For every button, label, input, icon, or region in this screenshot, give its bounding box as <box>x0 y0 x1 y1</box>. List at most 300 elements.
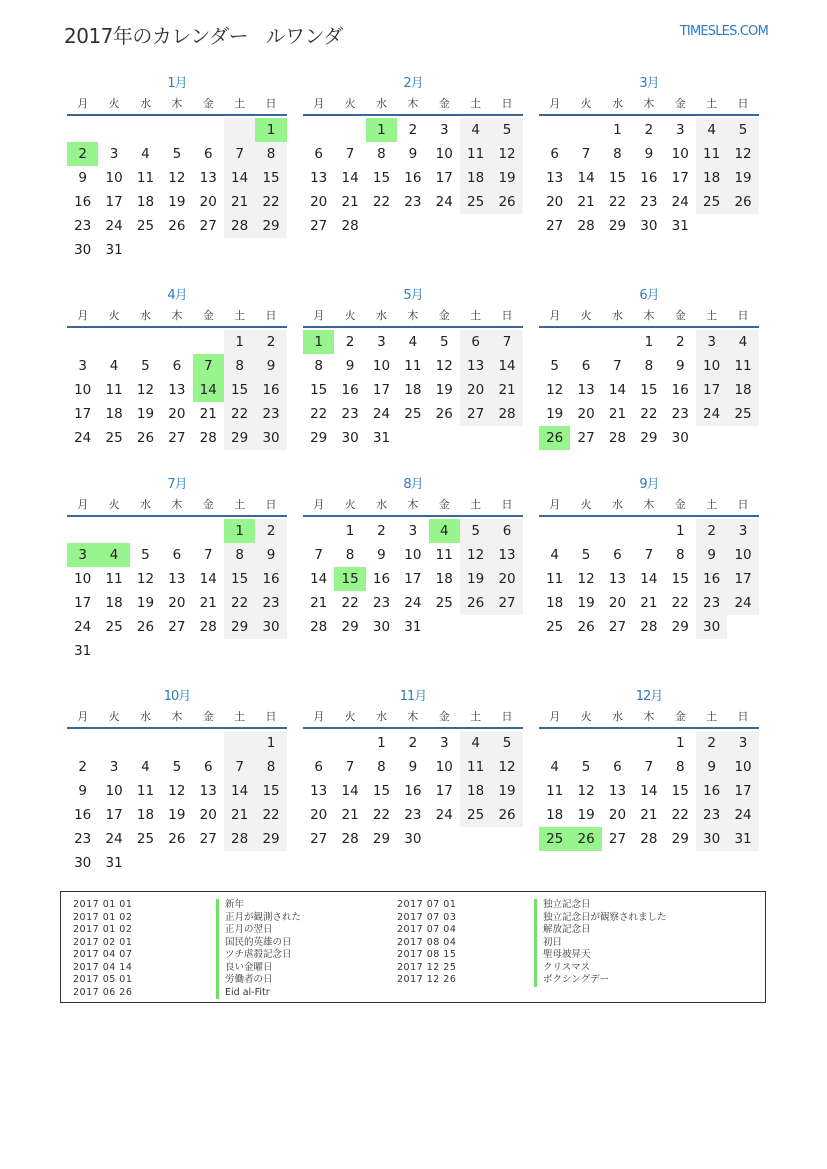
day-cell: 15 <box>372 783 391 799</box>
day-grid <box>303 116 523 238</box>
day-cell: 25 <box>136 831 155 847</box>
holiday-date: 2017 07 04 <box>397 924 457 935</box>
day-cell: 13 <box>460 354 491 378</box>
weekday-label: 水 <box>611 710 623 723</box>
weekday-header <box>303 707 523 729</box>
day-cell: 2 <box>644 122 654 138</box>
day-cell: 21 <box>341 194 359 210</box>
day-cell: 10 <box>372 358 391 374</box>
day-cell: 6 <box>172 547 182 563</box>
holiday-name: Eid al-Fitr <box>216 987 301 1000</box>
day-cell: 25 <box>404 406 422 422</box>
day-cell: 22 <box>341 595 359 611</box>
day-cell: 8 <box>613 146 622 162</box>
day-cell: 5 <box>581 759 591 775</box>
day-cell: 27 <box>608 831 627 847</box>
day-cell: 11 <box>460 755 491 779</box>
day-cell: 8 <box>255 142 286 166</box>
empty-day-cell <box>130 118 161 142</box>
day-cell: 27 <box>460 402 491 426</box>
day-grid <box>303 729 523 851</box>
day-cell: 21 <box>310 595 328 611</box>
day-cell: 3 <box>109 146 119 162</box>
day-cell: 31 <box>404 619 422 635</box>
day-cell: 12 <box>168 783 186 799</box>
day-cell: 31 <box>105 242 123 258</box>
day-cell: 4 <box>550 547 559 563</box>
holiday-name: 初日 <box>534 937 667 950</box>
day-cell: 16 <box>341 382 359 398</box>
month-1 <box>67 74 287 262</box>
weekday-label: 火 <box>344 97 356 110</box>
day-cell: 23 <box>255 402 286 426</box>
weekday-label: 月 <box>549 309 561 322</box>
day-cell: 8 <box>644 358 654 374</box>
day-cell: 27 <box>199 831 217 847</box>
day-cell: 29 <box>255 214 286 238</box>
holiday-date: 2017 07 03 <box>397 911 457 923</box>
day-cell: 7 <box>345 146 355 162</box>
day-cell: 11 <box>136 783 155 799</box>
day-cell: 7 <box>491 330 522 354</box>
weekday-label: 土 <box>234 710 246 723</box>
day-grid <box>539 517 759 639</box>
month-name: 10月 <box>163 689 191 704</box>
day-cell: 8 <box>675 547 685 563</box>
day-cell: 17 <box>696 378 727 402</box>
empty-day-cell <box>633 731 664 755</box>
day-cell: 7 <box>581 146 591 162</box>
empty-day-cell <box>539 519 570 543</box>
day-cell: 7 <box>203 547 213 563</box>
empty-day-cell <box>161 731 192 755</box>
day-cell: 2 <box>408 735 418 751</box>
holiday-day-cell: 26 <box>539 426 570 450</box>
day-cell: 2 <box>675 334 685 350</box>
day-cell: 9 <box>78 170 87 186</box>
day-cell: 17 <box>105 194 123 210</box>
holiday-day-cell: 26 <box>570 827 601 851</box>
month-name: 1月 <box>167 76 187 91</box>
day-cell: 15 <box>608 170 627 186</box>
day-cell: 21 <box>608 406 627 422</box>
day-cell: 20 <box>310 194 328 210</box>
weekday-label: 土 <box>234 309 246 322</box>
day-cell: 30 <box>255 426 286 450</box>
day-cell: 3 <box>439 735 449 751</box>
holiday-names-left <box>216 899 301 999</box>
day-cell: 19 <box>136 406 155 422</box>
holiday-dates-left <box>73 899 132 999</box>
empty-day-cell <box>224 118 255 142</box>
day-cell: 23 <box>372 595 391 611</box>
day-cell: 5 <box>460 519 491 543</box>
weekday-header <box>67 495 287 517</box>
holiday-name: 国民的英雄の日 <box>216 937 301 950</box>
day-cell: 28 <box>491 402 522 426</box>
weekday-label: 日 <box>501 710 513 723</box>
day-cell: 16 <box>74 807 92 823</box>
holiday-name: ツチ虐殺記念日 <box>216 949 301 962</box>
day-cell: 15 <box>671 571 689 587</box>
weekday-label: 金 <box>674 97 686 110</box>
empty-day-cell <box>539 118 570 142</box>
day-cell: 20 <box>460 378 491 402</box>
weekday-label: 金 <box>438 710 450 723</box>
day-cell: 30 <box>696 827 727 851</box>
day-cell: 20 <box>546 194 564 210</box>
day-cell: 24 <box>435 194 453 210</box>
day-cell: 7 <box>224 142 255 166</box>
empty-day-cell <box>224 731 255 755</box>
day-cell: 23 <box>696 591 727 615</box>
day-cell: 4 <box>408 334 418 350</box>
holiday-name: 解放記念日 <box>534 924 667 937</box>
day-cell: 29 <box>341 619 359 635</box>
weekday-header <box>303 495 523 517</box>
weekday-label: 水 <box>611 498 623 511</box>
day-cell: 19 <box>491 779 522 803</box>
weekday-header <box>67 94 287 116</box>
day-cell: 22 <box>255 190 286 214</box>
weekday-label: 火 <box>108 97 120 110</box>
day-cell: 26 <box>491 190 522 214</box>
day-cell: 15 <box>671 783 689 799</box>
month-name: 9月 <box>639 477 659 492</box>
day-cell: 6 <box>491 519 522 543</box>
day-cell: 24 <box>727 803 758 827</box>
weekday-label: 土 <box>470 710 482 723</box>
day-cell: 15 <box>310 382 328 398</box>
empty-day-cell <box>98 330 129 354</box>
month-3 <box>539 74 759 238</box>
weekday-label: 金 <box>202 498 214 511</box>
day-cell: 10 <box>435 759 453 775</box>
empty-day-cell <box>570 118 601 142</box>
day-cell: 15 <box>224 567 255 591</box>
brand-link[interactable]: TIMESLES.COM <box>679 24 768 39</box>
day-cell: 21 <box>341 807 359 823</box>
day-cell: 18 <box>727 378 758 402</box>
day-cell: 18 <box>105 406 123 422</box>
day-cell: 21 <box>491 378 522 402</box>
holiday-day-cell: 1 <box>255 118 286 142</box>
empty-day-cell <box>334 731 365 755</box>
empty-day-cell <box>539 731 570 755</box>
day-cell: 3 <box>408 523 418 539</box>
day-cell: 16 <box>696 567 727 591</box>
day-cell: 6 <box>581 358 591 374</box>
day-cell: 2 <box>345 334 355 350</box>
day-cell: 5 <box>727 118 758 142</box>
weekday-label: 水 <box>139 309 151 322</box>
month-7 <box>67 475 287 663</box>
weekday-header <box>303 306 523 328</box>
day-cell: 2 <box>255 330 286 354</box>
day-cell: 18 <box>136 194 155 210</box>
day-cell: 20 <box>168 406 186 422</box>
day-cell: 23 <box>255 591 286 615</box>
day-cell: 16 <box>372 571 391 587</box>
weekday-label: 水 <box>139 710 151 723</box>
day-cell: 12 <box>577 783 595 799</box>
weekday-label: 木 <box>407 309 419 322</box>
weekday-label: 日 <box>265 309 277 322</box>
day-cell: 21 <box>640 807 658 823</box>
day-cell: 22 <box>640 406 658 422</box>
weekday-header <box>539 306 759 328</box>
day-cell: 5 <box>491 731 522 755</box>
day-cell: 27 <box>608 619 627 635</box>
weekday-label: 金 <box>438 309 450 322</box>
day-cell: 12 <box>168 170 186 186</box>
day-cell: 15 <box>255 166 286 190</box>
empty-day-cell <box>570 519 601 543</box>
holiday-name: 労働者の日 <box>216 974 301 987</box>
holiday-date: 2017 02 01 <box>73 936 133 948</box>
day-cell: 21 <box>199 406 217 422</box>
day-cell: 17 <box>372 382 391 398</box>
day-cell: 20 <box>199 194 217 210</box>
day-cell: 8 <box>255 755 286 779</box>
holiday-day-cell: 15 <box>334 567 365 591</box>
holiday-day-cell: 4 <box>429 519 460 543</box>
day-cell: 20 <box>491 567 522 591</box>
month-name: 8月 <box>403 477 423 492</box>
day-cell: 30 <box>74 242 92 258</box>
day-cell: 23 <box>341 406 359 422</box>
day-cell: 18 <box>404 382 422 398</box>
day-cell: 18 <box>546 595 564 611</box>
day-cell: 9 <box>696 755 727 779</box>
day-cell: 14 <box>491 354 522 378</box>
empty-day-cell <box>633 519 664 543</box>
day-cell: 18 <box>435 571 453 587</box>
day-cell: 21 <box>199 595 217 611</box>
day-cell: 17 <box>74 595 92 611</box>
day-cell: 20 <box>577 406 595 422</box>
day-cell: 12 <box>435 358 453 374</box>
month-11 <box>303 687 523 851</box>
day-cell: 5 <box>172 759 182 775</box>
day-cell: 23 <box>671 406 689 422</box>
day-cell: 6 <box>613 759 622 775</box>
day-cell: 18 <box>105 595 123 611</box>
day-cell: 28 <box>640 831 658 847</box>
day-cell: 12 <box>136 571 155 587</box>
weekday-label: 月 <box>549 498 561 511</box>
holiday-list <box>60 891 766 1003</box>
day-grid <box>67 116 287 262</box>
empty-day-cell <box>67 330 98 354</box>
day-cell: 10 <box>105 170 123 186</box>
day-cell: 12 <box>577 571 595 587</box>
empty-day-cell <box>67 731 98 755</box>
weekday-label: 水 <box>139 498 151 511</box>
holiday-day-cell: 7 <box>193 354 224 378</box>
weekday-label: 水 <box>375 309 387 322</box>
day-cell: 22 <box>224 402 255 426</box>
weekday-label: 水 <box>611 97 623 110</box>
day-cell: 17 <box>105 807 123 823</box>
weekday-label: 日 <box>265 97 277 110</box>
day-cell: 17 <box>671 170 689 186</box>
weekday-label: 月 <box>77 309 89 322</box>
day-cell: 19 <box>577 807 595 823</box>
day-cell: 29 <box>224 615 255 639</box>
day-cell: 14 <box>310 571 328 587</box>
day-cell: 9 <box>696 543 727 567</box>
day-cell: 3 <box>78 358 87 374</box>
holiday-date: 2017 01 02 <box>73 924 133 935</box>
holiday-day-cell: 4 <box>98 543 129 567</box>
day-cell: 13 <box>168 382 186 398</box>
empty-day-cell <box>193 330 224 354</box>
empty-day-cell <box>334 118 365 142</box>
day-cell: 5 <box>581 547 591 563</box>
day-cell: 16 <box>255 567 286 591</box>
day-cell: 4 <box>550 759 559 775</box>
weekday-header <box>67 306 287 328</box>
empty-day-cell <box>98 731 129 755</box>
day-cell: 6 <box>550 146 559 162</box>
day-cell: 14 <box>341 170 359 186</box>
weekday-label: 日 <box>501 309 513 322</box>
month-name: 3月 <box>639 76 659 91</box>
day-cell: 7 <box>224 755 255 779</box>
day-cell: 11 <box>404 358 422 374</box>
weekday-label: 木 <box>171 710 183 723</box>
day-cell: 25 <box>546 619 564 635</box>
day-cell: 10 <box>727 543 758 567</box>
day-cell: 4 <box>696 118 727 142</box>
weekday-label: 土 <box>706 309 718 322</box>
day-cell: 12 <box>136 382 155 398</box>
month-9 <box>539 475 759 639</box>
day-cell: 12 <box>546 382 564 398</box>
holiday-name: 正月が観測された <box>216 912 301 925</box>
day-cell: 7 <box>345 759 355 775</box>
weekday-label: 火 <box>580 498 592 511</box>
day-cell: 1 <box>613 122 622 138</box>
day-cell: 13 <box>577 382 595 398</box>
day-cell: 8 <box>377 146 386 162</box>
day-cell: 11 <box>696 142 727 166</box>
holiday-date: 2017 05 01 <box>73 974 133 985</box>
day-cell: 21 <box>224 803 255 827</box>
weekday-label: 土 <box>706 97 718 110</box>
empty-day-cell <box>303 519 334 543</box>
weekday-label: 火 <box>344 498 356 511</box>
day-cell: 26 <box>727 190 758 214</box>
day-cell: 13 <box>608 783 627 799</box>
holiday-name: ボクシングデー <box>534 974 667 987</box>
day-cell: 2 <box>78 759 87 775</box>
empty-day-cell <box>161 330 192 354</box>
day-cell: 6 <box>172 358 182 374</box>
day-cell: 29 <box>224 426 255 450</box>
day-cell: 4 <box>460 118 491 142</box>
day-cell: 1 <box>675 523 685 539</box>
day-cell: 10 <box>74 571 92 587</box>
day-cell: 4 <box>460 731 491 755</box>
day-cell: 14 <box>224 166 255 190</box>
day-cell: 12 <box>491 755 522 779</box>
day-cell: 22 <box>671 595 689 611</box>
weekday-label: 金 <box>202 97 214 110</box>
day-cell: 14 <box>199 571 217 587</box>
day-cell: 26 <box>136 619 155 635</box>
day-cell: 30 <box>696 615 727 639</box>
day-cell: 18 <box>460 166 491 190</box>
month-name: 7月 <box>167 477 187 492</box>
day-cell: 19 <box>546 406 564 422</box>
day-cell: 7 <box>314 547 323 563</box>
day-cell: 22 <box>608 194 627 210</box>
day-cell: 22 <box>255 803 286 827</box>
weekday-label: 火 <box>344 309 356 322</box>
day-cell: 11 <box>105 571 123 587</box>
day-cell: 18 <box>136 807 155 823</box>
day-cell: 30 <box>404 831 422 847</box>
day-cell: 1 <box>644 334 654 350</box>
day-cell: 25 <box>460 190 491 214</box>
weekday-label: 木 <box>643 710 655 723</box>
holiday-date: 2017 12 26 <box>397 974 457 985</box>
empty-day-cell <box>161 519 192 543</box>
month-name: 5月 <box>403 288 423 303</box>
day-cell: 20 <box>608 595 627 611</box>
day-cell: 17 <box>404 571 422 587</box>
day-cell: 18 <box>546 807 564 823</box>
day-cell: 8 <box>377 759 386 775</box>
weekday-label: 火 <box>108 309 120 322</box>
weekday-label: 月 <box>313 710 325 723</box>
weekday-label: 木 <box>407 97 419 110</box>
day-cell: 22 <box>224 591 255 615</box>
day-cell: 4 <box>727 330 758 354</box>
day-cell: 29 <box>255 827 286 851</box>
month-4 <box>67 286 287 450</box>
day-cell: 2 <box>696 519 727 543</box>
day-cell: 20 <box>608 807 627 823</box>
day-cell: 3 <box>675 122 685 138</box>
day-cell: 2 <box>696 731 727 755</box>
day-cell: 27 <box>168 430 186 446</box>
day-cell: 19 <box>727 166 758 190</box>
day-cell: 12 <box>491 142 522 166</box>
day-cell: 22 <box>671 807 689 823</box>
day-cell: 8 <box>224 543 255 567</box>
holiday-name: 正月の翌日 <box>216 924 301 937</box>
day-cell: 16 <box>696 779 727 803</box>
weekday-label: 火 <box>580 309 592 322</box>
day-cell: 12 <box>460 543 491 567</box>
day-cell: 24 <box>372 406 391 422</box>
day-grid <box>303 517 523 639</box>
day-cell: 5 <box>439 334 449 350</box>
weekday-label: 日 <box>265 498 277 511</box>
day-cell: 27 <box>199 218 217 234</box>
day-cell: 24 <box>105 831 123 847</box>
day-cell: 10 <box>727 755 758 779</box>
day-cell: 16 <box>404 170 422 186</box>
day-cell: 1 <box>377 735 386 751</box>
day-cell: 17 <box>727 779 758 803</box>
weekday-label: 日 <box>737 97 749 110</box>
day-cell: 19 <box>136 595 155 611</box>
weekday-label: 水 <box>611 309 623 322</box>
